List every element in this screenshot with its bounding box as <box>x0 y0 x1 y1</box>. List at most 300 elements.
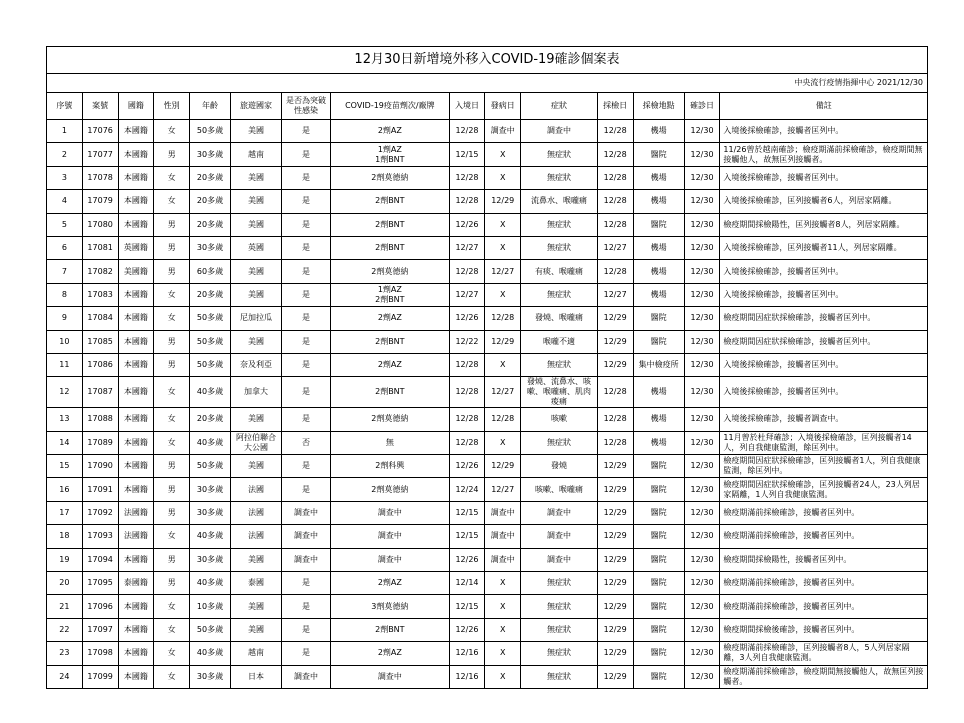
table-cell: 2劑BNT <box>331 236 450 259</box>
table-cell: 調查中 <box>521 120 598 143</box>
table-cell: 17082 <box>82 260 118 283</box>
table-cell: 越南 <box>230 642 281 665</box>
table-cell: X <box>485 595 521 618</box>
table-cell: 無症狀 <box>521 283 598 306</box>
table-cell: 12/15 <box>449 595 485 618</box>
table-cell: X <box>485 353 521 376</box>
table-cell: 17092 <box>82 501 118 524</box>
table-cell: 無症狀 <box>521 665 598 688</box>
table-cell: 12/28 <box>597 408 633 431</box>
table-cell: 12/28 <box>449 408 485 431</box>
table-cell: 17097 <box>82 618 118 641</box>
table-cell: 12/30 <box>684 642 720 665</box>
table-cell: 調查中 <box>282 665 331 688</box>
column-header: COVID-19疫苗劑次/廠牌 <box>331 93 450 120</box>
table-cell: 本國籍 <box>118 618 154 641</box>
table-cell: 12/29 <box>597 525 633 548</box>
table-cell: 美國 <box>230 283 281 306</box>
table-cell: 英國籍 <box>118 236 154 259</box>
table-cell: 法國籍 <box>118 525 154 548</box>
table-cell: 17088 <box>82 408 118 431</box>
table-cell: 20多歲 <box>190 166 231 189</box>
table-cell: 1劑AZ 1劑BNT <box>331 143 450 166</box>
table-cell: 12/28 <box>449 377 485 408</box>
table-cell: 男 <box>154 213 190 236</box>
table-cell: 調查中 <box>485 120 521 143</box>
table-cell: X <box>485 283 521 306</box>
table-cell: 否 <box>282 431 331 454</box>
table-row <box>47 213 928 236</box>
table-cell: 無症狀 <box>521 166 598 189</box>
table-cell: 14 <box>47 431 83 454</box>
table-row <box>47 595 928 618</box>
table-cell: 本國籍 <box>118 478 154 501</box>
table-cell: 23 <box>47 642 83 665</box>
table-cell: 12/29 <box>597 642 633 665</box>
column-header: 序號 <box>47 93 83 120</box>
table-cell: 12/30 <box>684 353 720 376</box>
column-header: 入境日 <box>449 93 485 120</box>
table-cell: 30多歲 <box>190 236 231 259</box>
table-cell: 法國籍 <box>118 501 154 524</box>
table-cell: 發燒 <box>521 455 598 478</box>
table-cell: 女 <box>154 642 190 665</box>
table-cell: 調查中 <box>331 501 450 524</box>
table-cell: 12/30 <box>684 618 720 641</box>
table-cell: 21 <box>47 595 83 618</box>
table-cell: 是 <box>282 143 331 166</box>
table-cell: 12/30 <box>684 307 720 330</box>
table-cell: 無症狀 <box>521 642 598 665</box>
table-cell: 16 <box>47 478 83 501</box>
table-cell: 17099 <box>82 665 118 688</box>
table-cell: 12/29 <box>597 548 633 571</box>
table-cell: 本國籍 <box>118 642 154 665</box>
table-row <box>47 166 928 189</box>
table-cell: 12/30 <box>684 572 720 595</box>
column-header: 國籍 <box>118 93 154 120</box>
table-cell: 2 <box>47 143 83 166</box>
table-cell: 尼加拉瓜 <box>230 307 281 330</box>
table-cell: 12/28 <box>597 377 633 408</box>
table-cell: 2劑莫德納 <box>331 408 450 431</box>
table-row <box>47 618 928 641</box>
table-cell: 男 <box>154 330 190 353</box>
table-cell: 7 <box>47 260 83 283</box>
table-cell: 40多歲 <box>190 572 231 595</box>
table-cell: 流鼻水、喉嚨痛 <box>521 190 598 213</box>
table-cell: 越南 <box>230 143 281 166</box>
table-cell: 機場 <box>633 431 684 454</box>
table-cell: 是 <box>282 283 331 306</box>
table-cell: 檢疫期間因症狀採檢確診，接觸者匡列中。 <box>720 307 928 330</box>
table-cell: 2劑AZ <box>331 642 450 665</box>
table-cell: 本國籍 <box>118 283 154 306</box>
table-cell: 本國籍 <box>118 353 154 376</box>
table-cell: 入境後採檢確診，接觸者匡列中。 <box>720 353 928 376</box>
table-cell: 女 <box>154 665 190 688</box>
table-cell: 醫院 <box>633 525 684 548</box>
table-cell: 調查中 <box>485 525 521 548</box>
table-cell: 調查中 <box>521 501 598 524</box>
column-header: 確診日 <box>684 93 720 120</box>
table-row <box>47 455 928 478</box>
table-cell: 50多歲 <box>190 120 231 143</box>
table-cell: 12/28 <box>449 260 485 283</box>
table-row <box>47 236 928 259</box>
table-cell: 機場 <box>633 408 684 431</box>
table-cell: 17085 <box>82 330 118 353</box>
table-cell: 12/28 <box>449 431 485 454</box>
table-row <box>47 642 928 665</box>
table-cell: 本國籍 <box>118 595 154 618</box>
table-cell: 12/28 <box>597 120 633 143</box>
table-cell: 英國 <box>230 236 281 259</box>
table-cell: 美國 <box>230 190 281 213</box>
table-cell: 本國籍 <box>118 213 154 236</box>
table-cell: 女 <box>154 408 190 431</box>
table-cell: 17096 <box>82 595 118 618</box>
table-cell: 本國籍 <box>118 408 154 431</box>
table-cell: 12/30 <box>684 166 720 189</box>
table-cell: 女 <box>154 618 190 641</box>
table-cell: 12/29 <box>597 330 633 353</box>
table-cell: 40多歲 <box>190 377 231 408</box>
table-cell: 入境後採檢確診，匡列接觸者6人，列居家隔離。 <box>720 190 928 213</box>
table-cell: 12/29 <box>597 307 633 330</box>
table-cell: 無症狀 <box>521 353 598 376</box>
table-cell: 8 <box>47 283 83 306</box>
table-cell: 無症狀 <box>521 236 598 259</box>
table-cell: 檢疫期滿前採檢確診，接觸者匡列中。 <box>720 525 928 548</box>
table-row <box>47 431 928 454</box>
table-cell: 17080 <box>82 213 118 236</box>
table-cell: 阿拉伯聯合大公國 <box>230 431 281 454</box>
table-cell: 本國籍 <box>118 190 154 213</box>
table-cell: 12/26 <box>449 213 485 236</box>
table-cell: 12/29 <box>485 330 521 353</box>
table-cell: 調查中 <box>282 525 331 548</box>
table-cell: 12/27 <box>449 236 485 259</box>
table-cell: 無症狀 <box>521 595 598 618</box>
table-cell: 12/27 <box>485 260 521 283</box>
table-cell: 美國 <box>230 455 281 478</box>
column-header: 發病日 <box>485 93 521 120</box>
table-cell: 機場 <box>633 166 684 189</box>
table-cell: 檢疫期間因症狀採檢確診，匡列接觸者24人，23人列居家隔離，1人列自我健康監測。 <box>720 478 928 501</box>
table-cell: 50多歲 <box>190 455 231 478</box>
table-cell: 泰國 <box>230 572 281 595</box>
table-cell: 12/30 <box>684 478 720 501</box>
table-cell: 男 <box>154 478 190 501</box>
table-cell: 女 <box>154 525 190 548</box>
table-cell: 3 <box>47 166 83 189</box>
table-cell: 醫院 <box>633 143 684 166</box>
table-cell: X <box>485 665 521 688</box>
table-cell: 17091 <box>82 478 118 501</box>
table-cell: 是 <box>282 190 331 213</box>
column-header: 是否為突破性感染 <box>282 93 331 120</box>
table-cell: 2劑BNT <box>331 190 450 213</box>
table-cell: 12/26 <box>449 548 485 571</box>
table-cell: 12/28 <box>597 213 633 236</box>
table-cell: 9 <box>47 307 83 330</box>
table-cell: 12/30 <box>684 431 720 454</box>
table-cell: 咳嗽 <box>521 408 598 431</box>
table-cell: 22 <box>47 618 83 641</box>
table-cell: 2劑AZ <box>331 353 450 376</box>
table-cell: 12/26 <box>449 618 485 641</box>
table-cell: X <box>485 213 521 236</box>
table-cell: 男 <box>154 143 190 166</box>
column-header: 旅遊國家 <box>230 93 281 120</box>
table-cell: 12/29 <box>597 572 633 595</box>
table-cell: 12/16 <box>449 665 485 688</box>
table-cell: 調查中 <box>282 501 331 524</box>
table-cell: 12/29 <box>597 455 633 478</box>
table-cell: 是 <box>282 307 331 330</box>
table-row <box>47 307 928 330</box>
table-cell: 12/30 <box>684 260 720 283</box>
table-cell: 醫院 <box>633 595 684 618</box>
case-table-sheet <box>46 46 928 689</box>
table-cell: 入境後採檢確診，接觸者匡列中。 <box>720 283 928 306</box>
table-cell: 12/29 <box>597 665 633 688</box>
table-cell: 12/30 <box>684 283 720 306</box>
table-cell: 調查中 <box>331 548 450 571</box>
column-header: 性別 <box>154 93 190 120</box>
table-cell: 17079 <box>82 190 118 213</box>
table-cell: 美國 <box>230 408 281 431</box>
table-cell: 美國 <box>230 330 281 353</box>
table-cell: X <box>485 618 521 641</box>
table-cell: 12/29 <box>597 595 633 618</box>
title-row <box>47 47 928 74</box>
table-cell: 17077 <box>82 143 118 166</box>
table-cell: 是 <box>282 166 331 189</box>
table-cell: 2劑莫德納 <box>331 478 450 501</box>
table-cell: 醫院 <box>633 478 684 501</box>
table-cell: 醫院 <box>633 665 684 688</box>
table-cell: 19 <box>47 548 83 571</box>
table-row <box>47 572 928 595</box>
table-cell: 17078 <box>82 166 118 189</box>
table-cell: 5 <box>47 213 83 236</box>
table-cell: 是 <box>282 455 331 478</box>
table-cell: 機場 <box>633 377 684 408</box>
table-cell: 男 <box>154 260 190 283</box>
table-cell: 男 <box>154 236 190 259</box>
table-cell: 50多歲 <box>190 353 231 376</box>
table-cell: 15 <box>47 455 83 478</box>
table-cell: 17090 <box>82 455 118 478</box>
table-cell: 女 <box>154 431 190 454</box>
table-cell: 13 <box>47 408 83 431</box>
table-cell: 醫院 <box>633 618 684 641</box>
table-cell: 檢疫期滿前採檢確診，接觸者匡列中。 <box>720 572 928 595</box>
table-cell: X <box>485 236 521 259</box>
table-row <box>47 478 928 501</box>
table-cell: 無症狀 <box>521 618 598 641</box>
table-cell: 12/30 <box>684 525 720 548</box>
table-cell: 12/30 <box>684 236 720 259</box>
table-cell: 美國 <box>230 213 281 236</box>
table-cell: 入境後採檢確診，接觸者匡列中。 <box>720 120 928 143</box>
table-cell: 女 <box>154 166 190 189</box>
table-cell: 12/28 <box>449 120 485 143</box>
table-cell: 12/28 <box>597 260 633 283</box>
column-header: 採檢日 <box>597 93 633 120</box>
table-cell: 檢疫期滿前採檢確診，接觸者匡列中。 <box>720 501 928 524</box>
table-cell: 12/27 <box>485 377 521 408</box>
table-cell: 機場 <box>633 190 684 213</box>
table-cell: 12/28 <box>597 190 633 213</box>
table-cell: 17087 <box>82 377 118 408</box>
table-cell: 3劑莫德納 <box>331 595 450 618</box>
table-cell: 男 <box>154 455 190 478</box>
table-cell: 入境後採檢確診，接觸者匡列中。 <box>720 166 928 189</box>
table-row <box>47 330 928 353</box>
table-cell: 12/22 <box>449 330 485 353</box>
table-cell: 2劑BNT <box>331 618 450 641</box>
table-cell: 12/15 <box>449 501 485 524</box>
table-cell: 11 <box>47 353 83 376</box>
table-cell: 12/30 <box>684 330 720 353</box>
table-cell: 12/28 <box>449 166 485 189</box>
table-cell: 檢疫期間採檢後確診，接觸者匡列中。 <box>720 618 928 641</box>
table-cell: 調查中 <box>485 548 521 571</box>
table-cell: 發燒、流鼻水、咳嗽、喉嚨痛、肌肉痠痛 <box>521 377 598 408</box>
table-cell: 12/30 <box>684 665 720 688</box>
table-cell: 醫院 <box>633 307 684 330</box>
table-cell: 12/29 <box>597 501 633 524</box>
table-cell: 調查中 <box>485 501 521 524</box>
table-cell: 20多歲 <box>190 283 231 306</box>
table-cell: 30多歲 <box>190 548 231 571</box>
table-cell: X <box>485 642 521 665</box>
table-cell: 本國籍 <box>118 455 154 478</box>
table-cell: 40多歲 <box>190 525 231 548</box>
table-row <box>47 283 928 306</box>
table-cell: 醫院 <box>633 548 684 571</box>
table-cell: 是 <box>282 236 331 259</box>
table-cell: 本國籍 <box>118 143 154 166</box>
table-cell: 1 <box>47 120 83 143</box>
table-cell: 女 <box>154 120 190 143</box>
table-cell: 機場 <box>633 260 684 283</box>
table-cell: 2劑莫德納 <box>331 260 450 283</box>
table-row <box>47 548 928 571</box>
table-cell: 12/27 <box>485 478 521 501</box>
table-cell: 20多歲 <box>190 213 231 236</box>
table-cell: 1劑AZ 2劑BNT <box>331 283 450 306</box>
table-cell: 12/30 <box>684 143 720 166</box>
table-cell: 機場 <box>633 236 684 259</box>
table-cell: 2劑AZ <box>331 307 450 330</box>
table-cell: 12/28 <box>485 408 521 431</box>
table-cell: 本國籍 <box>118 377 154 408</box>
table-cell: 無症狀 <box>521 572 598 595</box>
table-cell: 12/30 <box>684 501 720 524</box>
table-cell: 發燒、喉嚨痛 <box>521 307 598 330</box>
table-cell: 入境後採檢確診，接觸者匡列中。 <box>720 260 928 283</box>
table-cell: 50多歲 <box>190 307 231 330</box>
table-cell: 美國 <box>230 120 281 143</box>
table-cell: 是 <box>282 408 331 431</box>
table-cell: 本國籍 <box>118 120 154 143</box>
table-cell: 10多歲 <box>190 595 231 618</box>
table-cell: 男 <box>154 353 190 376</box>
table-cell: 檢疫期滿前採檢確診，接觸者匡列中。 <box>720 595 928 618</box>
table-cell: 17095 <box>82 572 118 595</box>
table-row <box>47 190 928 213</box>
table-cell: 本國籍 <box>118 548 154 571</box>
table-cell: 是 <box>282 595 331 618</box>
table-cell: 2劑BNT <box>331 377 450 408</box>
table-cell: 50多歲 <box>190 330 231 353</box>
table-cell: 是 <box>282 120 331 143</box>
table-cell: 12/26 <box>449 307 485 330</box>
table-cell: 12/28 <box>597 143 633 166</box>
table-cell: 醫院 <box>633 330 684 353</box>
source-row <box>47 74 928 93</box>
table-cell: 24 <box>47 665 83 688</box>
table-row <box>47 143 928 166</box>
table-cell: 醫院 <box>633 642 684 665</box>
table-row <box>47 353 928 376</box>
table-cell: 12/30 <box>684 595 720 618</box>
column-header: 症狀 <box>521 93 598 120</box>
table-cell: 美國 <box>230 166 281 189</box>
table-cell: 2劑莫德納 <box>331 166 450 189</box>
table-cell: 檢疫期滿前採檢確診，匡列接觸者8人，5人列居家隔離，3人列自我健康監測。 <box>720 642 928 665</box>
table-cell: 11月曾於杜拜確診；入境後採檢確診，匡列接觸者14人，列自我健康監測，餘匡列中。 <box>720 431 928 454</box>
table-cell: 機場 <box>633 283 684 306</box>
table-cell: 12/27 <box>449 283 485 306</box>
table-cell: 本國籍 <box>118 307 154 330</box>
table-cell: 12/30 <box>684 213 720 236</box>
table-cell: 4 <box>47 190 83 213</box>
table-cell: 17083 <box>82 283 118 306</box>
case-table <box>46 46 928 689</box>
table-cell: 女 <box>154 307 190 330</box>
table-cell: 調查中 <box>282 548 331 571</box>
table-cell: 咳嗽、喉嚨痛 <box>521 478 598 501</box>
table-cell: 30多歲 <box>190 478 231 501</box>
table-cell: 加拿大 <box>230 377 281 408</box>
table-cell: 是 <box>282 377 331 408</box>
table-cell: 11/26曾於越南確診；檢疫期滿前採檢確診，檢疫期間無接觸他人，故無匡列接觸者。 <box>720 143 928 166</box>
table-cell: 18 <box>47 525 83 548</box>
table-cell: 美國 <box>230 595 281 618</box>
table-cell: 女 <box>154 190 190 213</box>
table-cell: 男 <box>154 548 190 571</box>
table-cell: 2劑AZ <box>331 572 450 595</box>
table-cell: X <box>485 431 521 454</box>
table-cell: 醫院 <box>633 455 684 478</box>
table-cell: 喉嚨不適 <box>521 330 598 353</box>
table-cell: 12/15 <box>449 143 485 166</box>
table-cell: 美國 <box>230 548 281 571</box>
table-cell: 本國籍 <box>118 330 154 353</box>
table-cell: 美國 <box>230 618 281 641</box>
table-row <box>47 665 928 688</box>
table-cell: 法國 <box>230 478 281 501</box>
table-cell: 12/29 <box>597 618 633 641</box>
table-cell: 美國籍 <box>118 260 154 283</box>
table-cell: 無症狀 <box>521 143 598 166</box>
table-row <box>47 525 928 548</box>
